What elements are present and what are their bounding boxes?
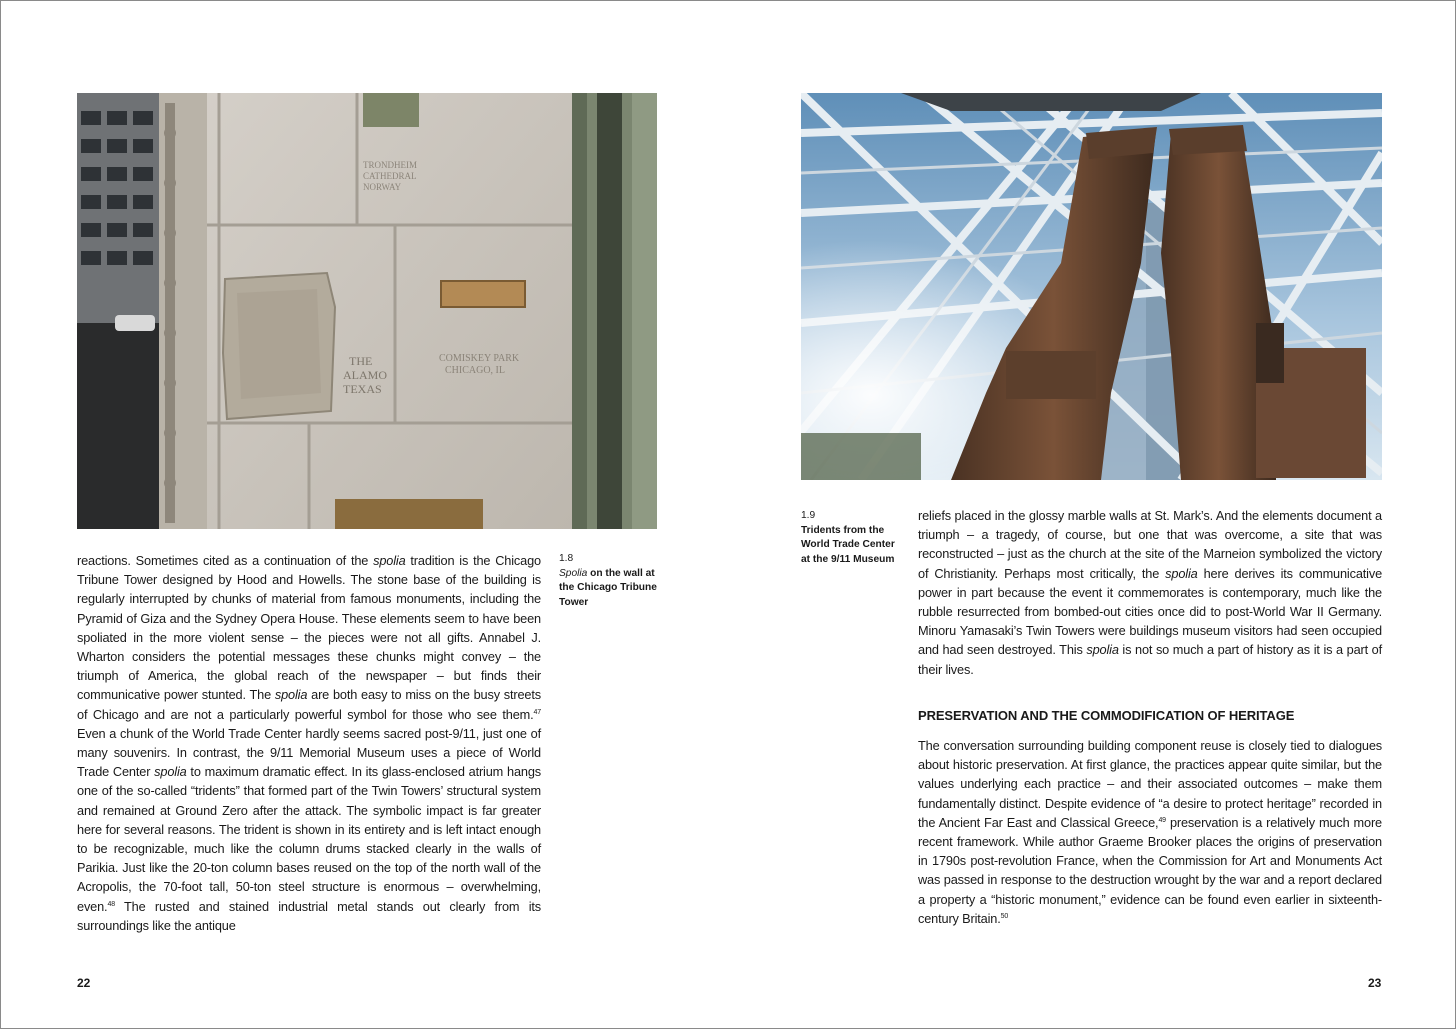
caption-italic: Spolia — [559, 567, 588, 579]
footnote-ref: 49 — [1158, 816, 1166, 824]
figure-caption-1-9 — [801, 509, 901, 567]
inscription-comiskey-2: CHICAGO, IL — [445, 365, 505, 376]
page-number-right: 23 — [1368, 976, 1382, 990]
italic-term: spolia — [154, 764, 187, 780]
text-run: tradition is the Chicago Tribune Tower designed by Hood and Howells. The stone base of the building is regularly interrupted by chunks of material from famous monuments, including the Pyramid of Giza and the Sydney Opera House. These elements seem to have been spoliated in the more violent sense – the pieces were not all gifts. Annabel J. Wharton considers the potential messages these chunks might convey – the triumph of America, the global reach of the newspaper – but finds their communicative power stunted. The — [77, 553, 541, 703]
inscription-trondheim-3: NORWAY — [363, 182, 402, 192]
inscription-alamo-2: ALAMO — [343, 368, 387, 382]
caption-number: 1.8 — [559, 553, 574, 564]
footnote-ref: 47 — [533, 708, 541, 716]
wtc-tridents-photo — [801, 93, 1382, 480]
body-paragraph — [918, 736, 1382, 928]
tribune-wall-image — [77, 93, 657, 529]
page-number-left: 22 — [77, 976, 91, 990]
inscription-alamo-1: THE — [349, 354, 373, 368]
inscription-trondheim-2: CATHEDRAL — [363, 171, 417, 181]
caption-text: Tridents from the World Trade Center at the 9/11 Museum — [801, 524, 895, 565]
footnote-ref: 48 — [107, 900, 115, 908]
inscription-comiskey-1: COMISKEY PARK — [439, 353, 520, 364]
italic-term: spolia — [373, 553, 406, 568]
inscription-trondheim-1: TRONDHEIM — [363, 160, 417, 170]
caption-rest: on the wall at the Chicago Tribune Tower — [559, 567, 657, 608]
section-heading: PRESERVATION AND THE COMMODIFICATION OF HERITAGE — [918, 708, 1295, 723]
italic-term: spolia — [1086, 642, 1119, 658]
text-run: Even a chunk of the World Trade Center hardly seems sacred post-9/11, just one of many souvenirs. In contrast, the 9/11 Memorial Museum uses a piece of World Trade Center — [77, 725, 541, 780]
text-run: preservation is a relatively much more recent framework. While author Graeme Brooker places the origins of preservation in 1790s post-revolution France, when the Commission for Art and Monuments Act was passed in response to the destruction wrought by the war and a report declared a property a “historic monument,” evidence can be found even earlier in sixteenth-century Britain. — [918, 814, 1382, 926]
text-run: reliefs placed in the glossy marble walls at St. Mark’s. And the elements document a triumph – a tragedy, of course, but one that was overcome, a site that was reconstructed – just as the church at the site of the Marneion symbolized the victory of Christianity. Perhaps most critically, the — [918, 508, 1382, 581]
figure-caption-1-8 — [559, 552, 664, 610]
left-body-text — [77, 551, 541, 935]
tridents-image — [801, 93, 1382, 480]
text-run: The conversation surrounding building component reuse is closely tied to dialogues about historic preservation. At first glance, the practices appear quite similar, but the values underlying each practice – and their associated outcomes – make them fundamentally distinct. Despite evidence of “a desire to protect heritage” recorded in the Ancient Far East and Classical Greece, — [918, 738, 1382, 830]
text-run: are both easy to miss on the busy streets of Chicago and are not a particularly powerful symbol for those who see them. — [77, 687, 541, 722]
text-run: here derives its communicative power in part because the event it commemorates is contemporary, much like the rubble resurrected from bombed-out cities once did to post-World War II Germany. Minoru Yamasaki’s Twin Towers were buildings museum visitors had seen occupied and had seen destroyed. This — [918, 565, 1383, 658]
italic-term: spolia — [274, 687, 308, 703]
body-paragraph — [918, 506, 1382, 679]
caption-number: 1.9 — [801, 510, 816, 521]
text-run: to maximum dramatic effect. In its glass-enclosed atrium hangs one of the so-called “tridents” that formed part of the Twin Towers’ structural system and remained at Ground Zero after the attack. The symbolic impact is far greater here for several reasons. The trident is shown in its entirety and is left intact enough to be recognizable, much like the column drums stacked clearly in the walls of Parikia. Just like the 20-ton column bases reused on the top of the north wall of the Acropolis, the 70-foot tall, 50-ton steel structure is enormous – overwhelming, even. — [77, 764, 541, 914]
body-paragraph — [77, 551, 541, 935]
right-body-text-1 — [918, 506, 1382, 679]
italic-term: spolia — [1165, 565, 1198, 581]
right-body-text-2 — [918, 736, 1382, 928]
text-run: The rusted and stained industrial metal stands out clearly from its surroundings like the antique — [77, 898, 541, 933]
text-run: is not so much a part of history as it is a part of their lives. — [918, 642, 1383, 677]
caption-text — [559, 567, 664, 611]
footnote-ref: 50 — [1000, 912, 1009, 920]
text-run: reactions. Sometimes cited as a continuation of the — [77, 553, 374, 568]
inscription-alamo-3: TEXAS — [343, 382, 382, 396]
tribune-tower-wall-photo — [77, 93, 657, 529]
